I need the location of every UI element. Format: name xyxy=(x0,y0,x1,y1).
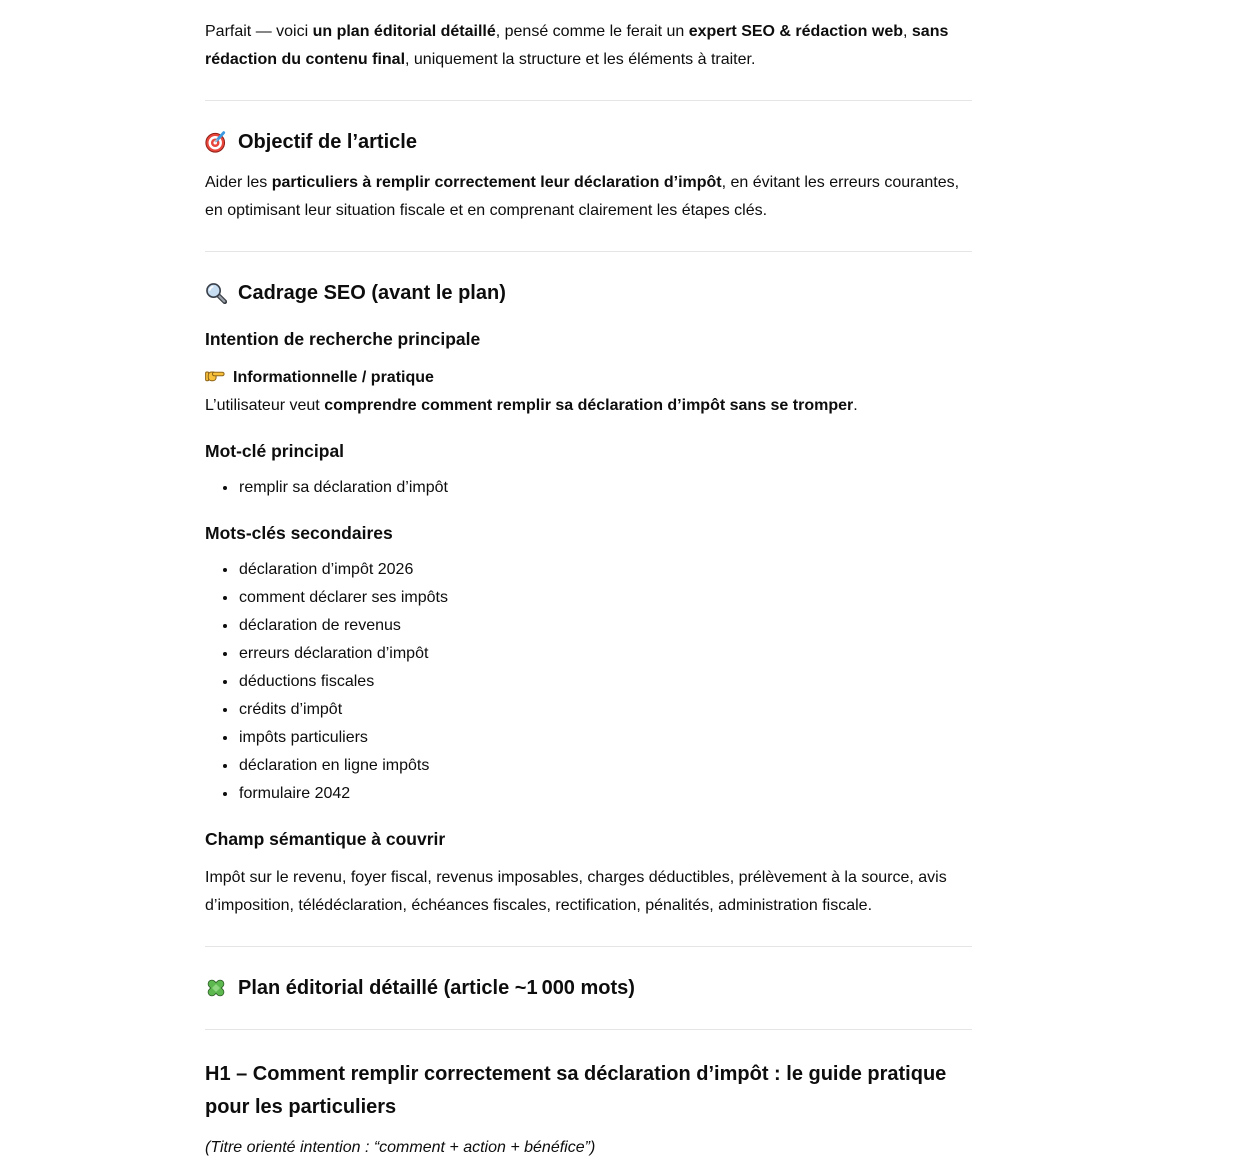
dartboard-icon xyxy=(205,131,227,153)
section-title: Plan éditorial détaillé (article ~1 000 mots) xyxy=(238,977,635,999)
text-segment-bold: particuliers à remplir correctement leur déclaration d’impôt xyxy=(271,174,722,191)
list-item: • crédits d’impôt xyxy=(238,696,972,724)
text-segment: Parfait — voici xyxy=(205,23,313,40)
intention-type-label: Informationnelle / pratique xyxy=(233,369,434,386)
editorial-plan-document xyxy=(205,0,972,1162)
magnifying-glass-icon xyxy=(205,282,227,304)
list-item: • déclaration d’impôt 2026 xyxy=(238,556,972,584)
puzzle-piece-icon xyxy=(205,977,227,999)
list-item: • impôts particuliers xyxy=(238,724,972,752)
text-segment-bold: un plan éditorial détaillé xyxy=(312,23,496,40)
primary-keyword-list xyxy=(205,474,972,502)
list-item: • remplir sa déclaration d’impôt xyxy=(238,474,972,502)
list-item: • déclaration en ligne impôts xyxy=(238,752,972,780)
divider xyxy=(205,100,972,101)
list-item: • comment déclarer ses impôts xyxy=(238,584,972,612)
objectif-paragraph xyxy=(205,169,972,225)
subheading-secondary-keywords: Mots-clés secondaires xyxy=(205,523,393,543)
subheading-primary-keyword: Mot-clé principal xyxy=(205,441,345,461)
text-segment: , pensé comme le ferait un xyxy=(495,23,689,40)
text-segment-bold: comprendre comment remplir sa déclaration d’impôt sans se tromper xyxy=(324,397,854,414)
section-heading-plan xyxy=(205,973,972,1003)
text-segment: . xyxy=(853,397,858,414)
h1-intent-note: (Titre orienté intention : “comment + action + bénéfice”) xyxy=(205,1139,596,1156)
divider xyxy=(205,946,972,947)
text-segment: Aider les xyxy=(205,174,272,191)
list-item: • déclaration de revenus xyxy=(238,612,972,640)
text-segment: , en évitant les erreurs courantes, en optimisant leur situation fiscale et en comprenant clairement les étapes clés. xyxy=(205,174,960,219)
pointing-right-icon xyxy=(205,366,225,386)
divider xyxy=(205,251,972,252)
section-heading-objectif xyxy=(205,127,972,157)
intention-paragraph xyxy=(205,364,972,420)
section-title: Cadrage SEO (avant le plan) xyxy=(238,282,506,304)
subheading-intention: Intention de recherche principale xyxy=(205,329,481,349)
text-segment: , xyxy=(903,23,912,40)
section-heading-cadrage-seo xyxy=(205,278,972,308)
section-title: Objectif de l’article xyxy=(238,131,417,153)
article-h1-heading: H1 – Comment remplir correctement sa déclaration d’impôt : le guide pratique pour les particuliers xyxy=(205,1063,947,1118)
text-segment-bold: sans rédaction du contenu final xyxy=(205,23,949,68)
intro-paragraph xyxy=(205,18,972,74)
text-segment-bold: expert SEO & rédaction web xyxy=(688,23,903,40)
list-item: • formulaire 2042 xyxy=(238,780,972,808)
semantic-field-paragraph: Impôt sur le revenu, foyer fiscal, revenus imposables, charges déductibles, prélèvement à la source, avis d’imposition, télédéclaration, échéances fiscales, rectification, pénalités, administration fiscale. xyxy=(205,869,947,914)
text-segment: , uniquement la structure et les éléments à traiter. xyxy=(405,51,756,68)
secondary-keyword-list xyxy=(205,556,972,808)
text-segment: L’utilisateur veut xyxy=(205,397,325,414)
subheading-semantic-field: Champ sémantique à couvrir xyxy=(205,829,446,849)
list-item: • déductions fiscales xyxy=(238,668,972,696)
list-item: • erreurs déclaration d’impôt xyxy=(238,640,972,668)
divider xyxy=(205,1029,972,1030)
